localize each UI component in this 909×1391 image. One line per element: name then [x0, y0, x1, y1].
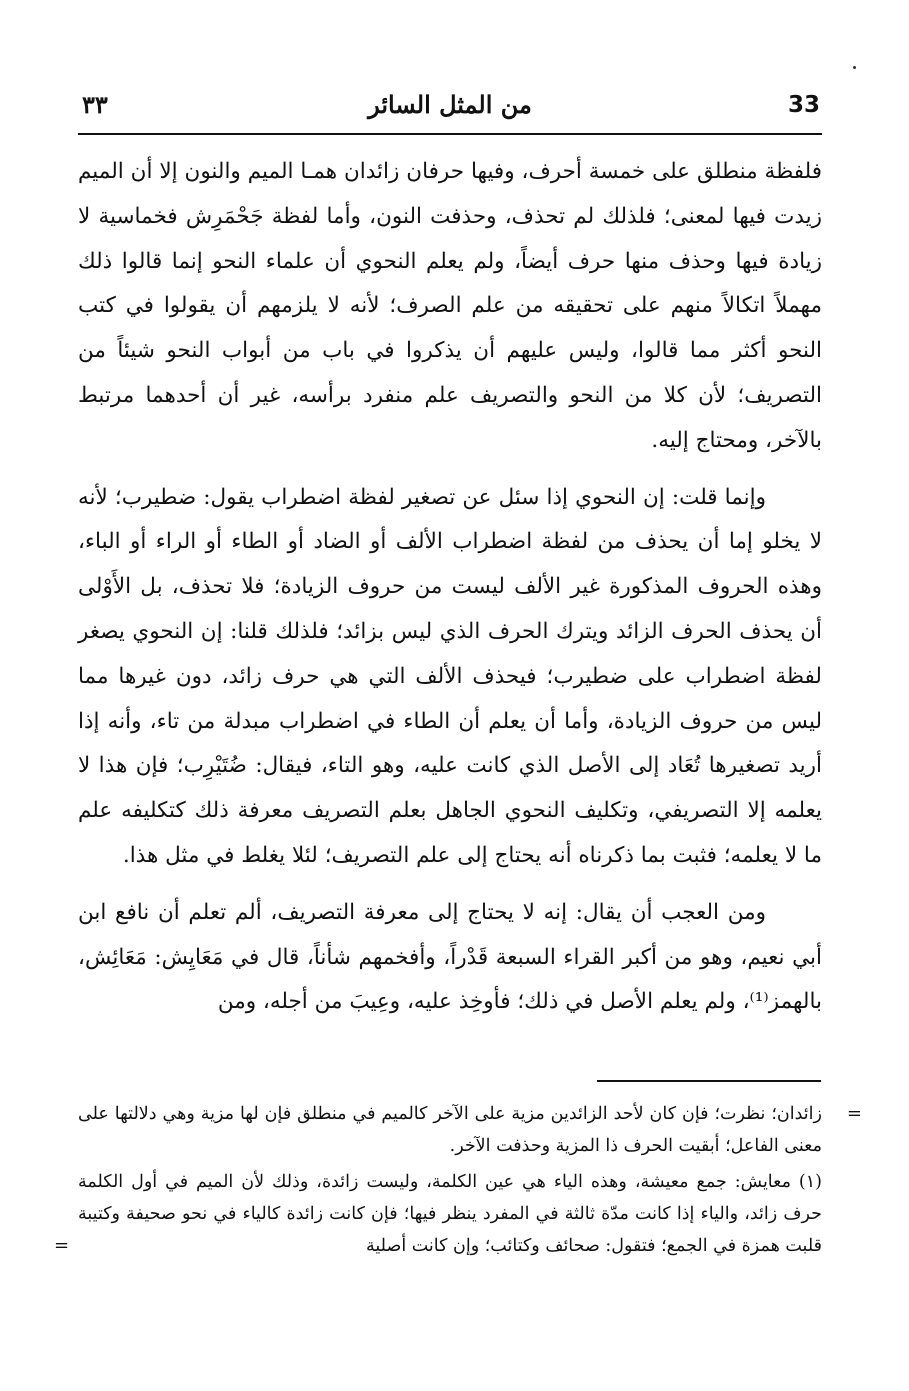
page-number-arabic: ٣٣: [82, 90, 108, 119]
scan-speck: [853, 66, 856, 69]
main-text: [78, 150, 822, 1037]
continuation-mark: =: [846, 1103, 862, 1124]
page-number-latin: 33: [787, 92, 820, 118]
continued-mark: =: [54, 1235, 70, 1256]
paragraph-1: فلفظة منطلق على خمسة أحرف، وفيها حرفان زائدان همـا الميم والنون إلا أن الميم زيدت فيها لمعنى؛ فلذلك لم تحذف، وحذفت النون، وأما لفظة جَحْمَرِش فخماسية لا زيادة فيها وحذف منها حرف أيضاً، ولم يعلم النحوي أن علماء النحو إنما قالوا ذلك مهملاً اتكالاً منهم على تحقيقه من علم الصرف؛ لأنه لا يلزمهم أن يقولوا في كتب النحو أكثر مما قالوا، وليس عليهم أن يذكروا في باب من أبواب النحو شيئاً من التصريف؛ لأن كلا من النحو والتصريف علم منفرد برأسه، غير أن أحدهما مرتبط بالآخر، ومحتاج إليه.: [78, 159, 822, 453]
paragraph-2: وإنما قلت: إن النحوي إذا سئل عن تصغير لفظة اضطراب يقول: ضطيرب؛ لأنه لا يخلو إما أن يحذف من لفظة اضطراب الألف أو الضاد أو الطاء أو الراء أو الباء، وهذه الحروف المذكورة غير الألف ليست من حروف الزيادة؛ فلا تحذف، بل الأَوْلى أن يحذف الحرف الزائد ويترك الحرف الذي ليس بزائد؛ فلذلك قلنا: إن النحوي يصغر لفظة اضطراب على ضطيرب؛ فيحذف الألف التي هي حرف زائد، دون غيرها مما ليس من حروف الزيادة، وأما أن يعلم أن الطاء في اضطراب مبدلة من تاء، وأنه إذا أريد تصغيرها تُعَاد إلى الأصل الذي كانت عليه، وهو التاء، فيقال: ضُتَيْرِب؛ فإن هذا لا يعلمه إلا التصريفي، وتكليف النحوي الجاهل بعلم التصريف معرفة ذلك كتكليفه علم ما لا يعلمه؛ فثبت بما ذكرناه أنه يحتاج إلى علم التصريف؛ لئلا يغلط في مثل هذا.: [78, 484, 822, 868]
footnote-1: [54, 1166, 822, 1262]
paragraph-3: ومن العجب أن يقال: إنه لا يحتاج إلى معرفة التصريف، ألم تعلم أن نافع ابن أبي نعيم، وهو من أكبر القراء السبعة قَدْراً، وأفخمهم شأناً، قال في مَعَايِش: مَعَائِش، بالهمز⁽¹⁾، ولم يعلم الأصل في ذلك؛ فأوخِذ عليه، وعِيبَ من أجله، ومن: [78, 899, 822, 1015]
running-title: من المثل السائر: [368, 90, 532, 119]
header-rule: [78, 133, 822, 135]
footnote-continuation-text: زائدان؛ نظرت؛ فإن كان لأحد الزائدين مزية على الآخر كالميم في منطلق فإن لها مزية وهي دلالتها على معنى الفاعل؛ أبقيت الحرف ذا المزية وحذفت الآخر.: [78, 1104, 822, 1156]
footnotes: [54, 1098, 862, 1266]
footnote-rule: [597, 1080, 821, 1082]
page-header: [78, 88, 822, 128]
footnote-continuation: [78, 1098, 862, 1162]
footnote-1-text: (١) معايش: جمع معيشة، وهذه الياء هي عين الكلمة، وليست زائدة، وذلك لأن الميم في أول الكلمة حرف زائد، والياء إذا كانت مدّة ثالثة في المفرد ينظر فيها؛ فإن كانت زائدة كالياء في نحو صحيفة وكتيبة قلبت همزة في الجمع؛ فتقول: صحائف وكتائب؛ وإن كانت أصلية: [78, 1172, 822, 1256]
